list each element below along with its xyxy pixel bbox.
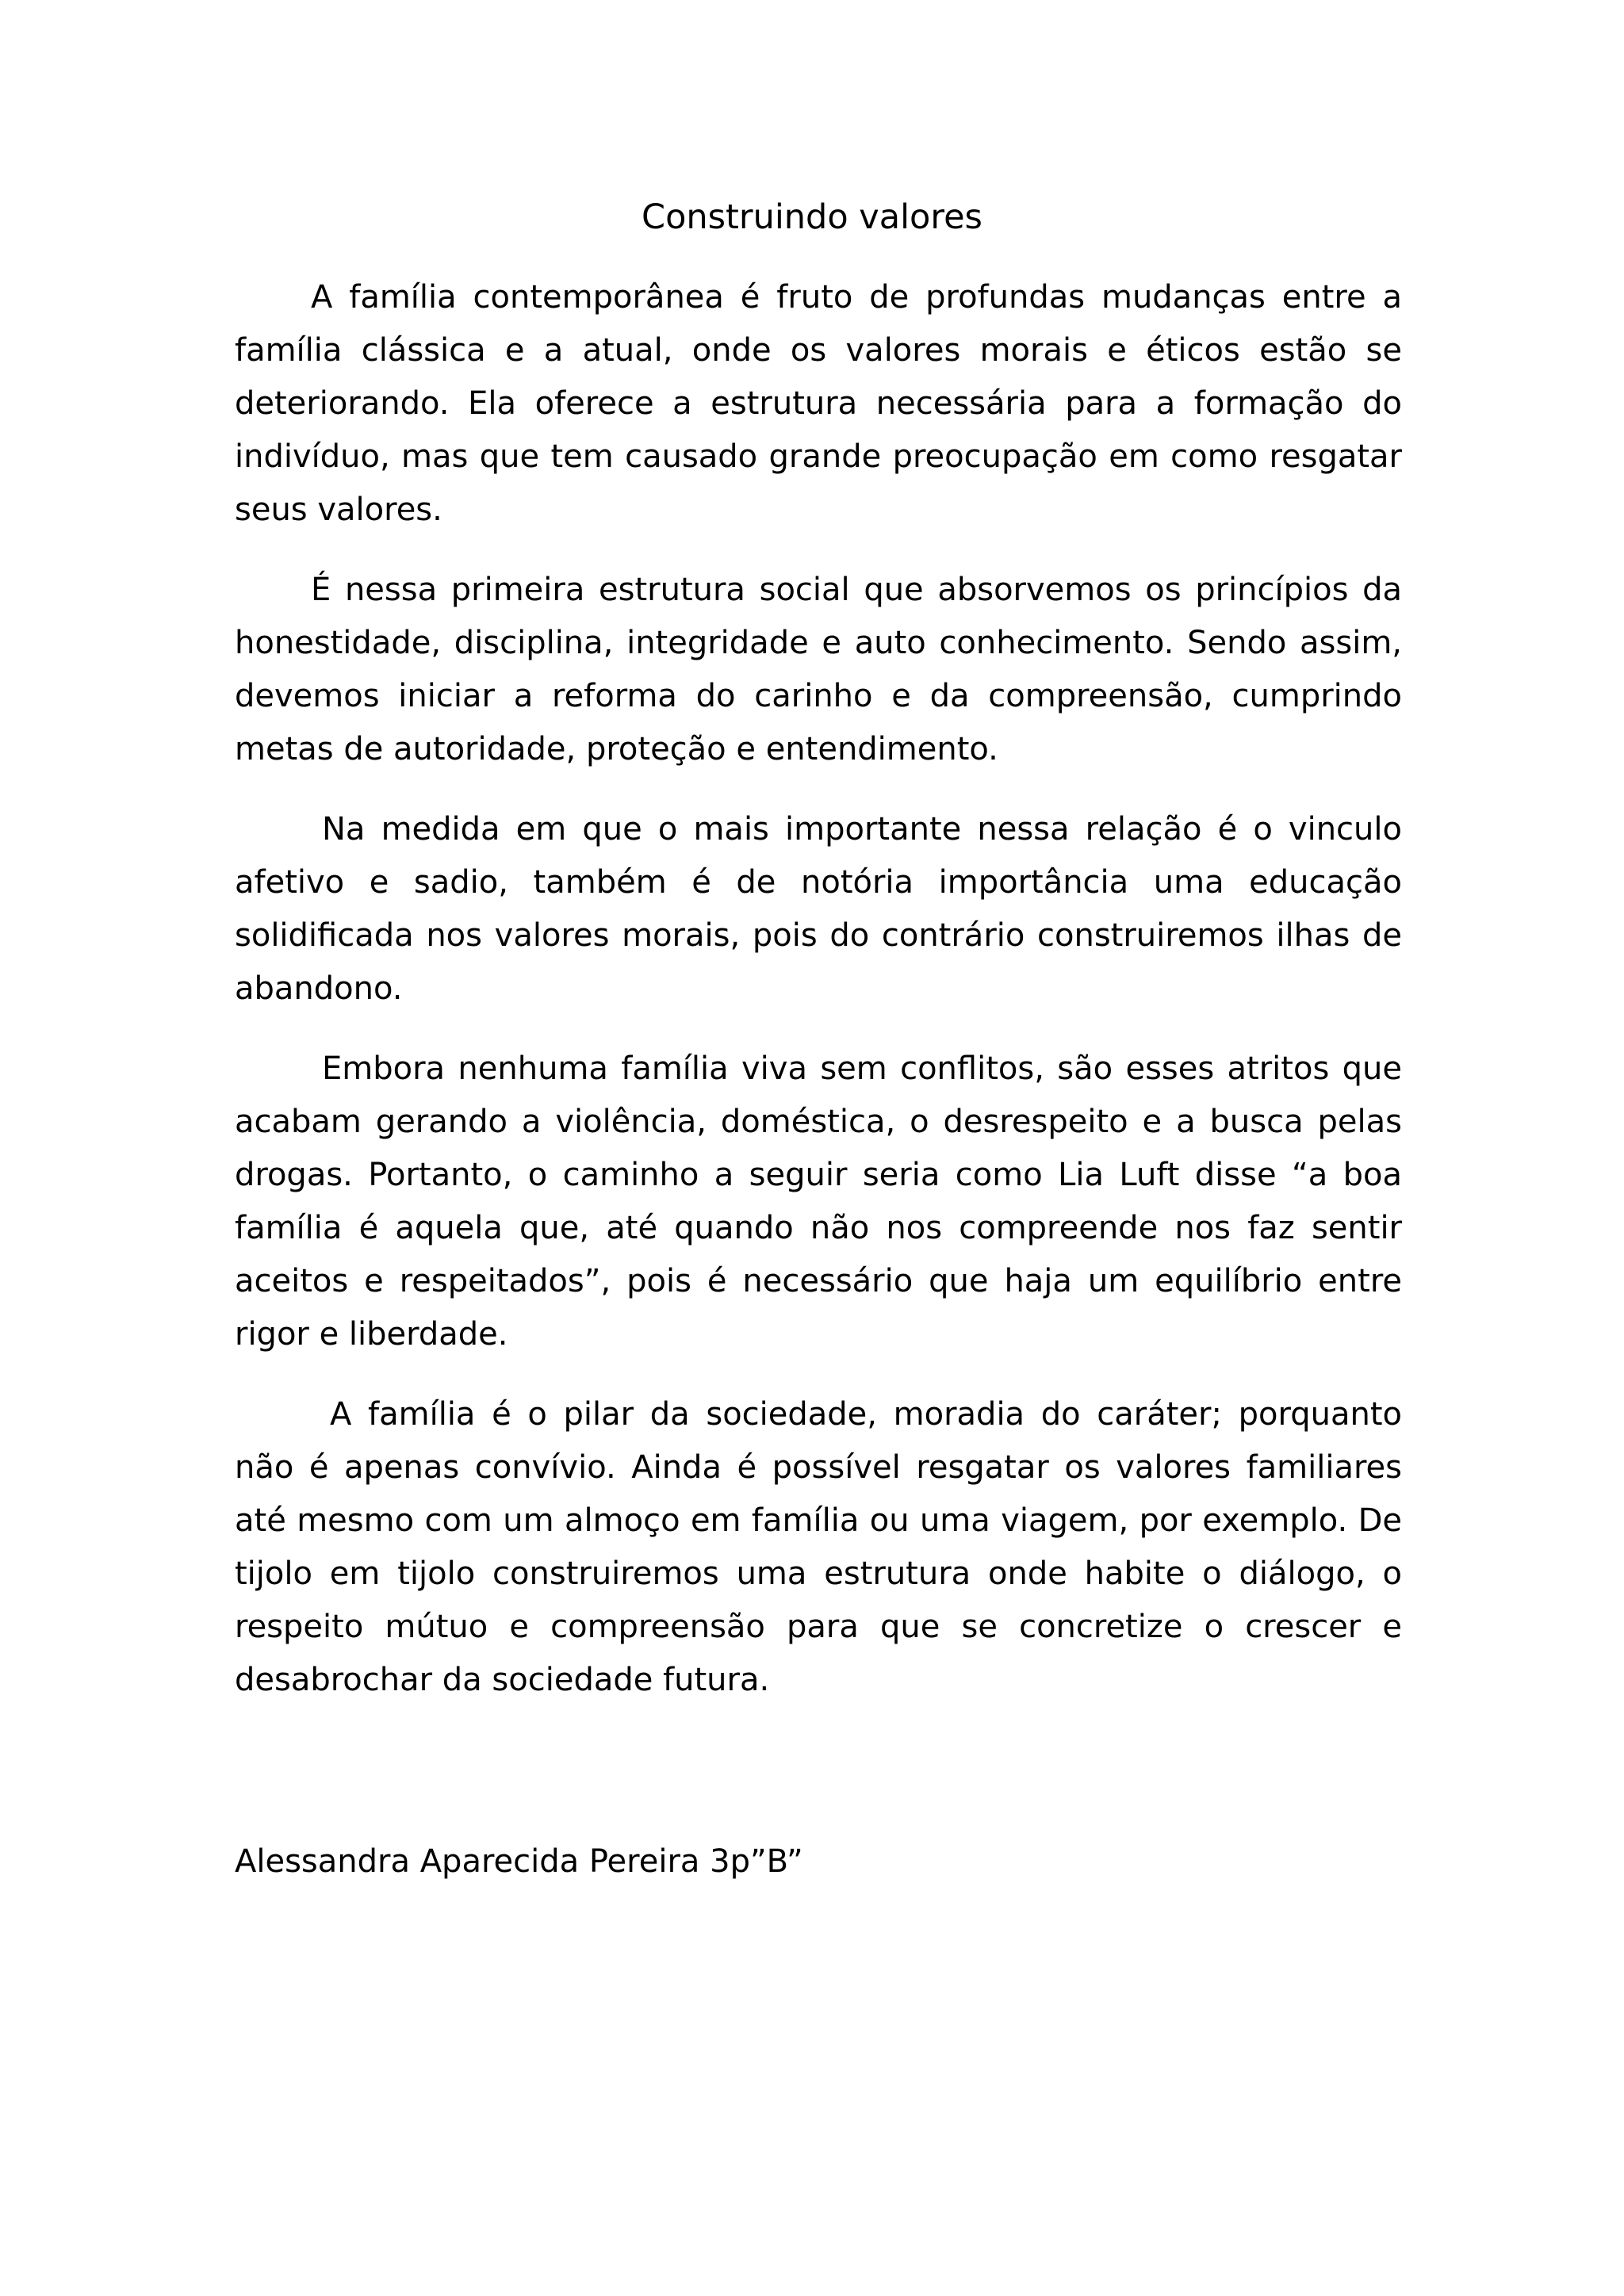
paragraph-5: A família é o pilar da sociedade, moradia do caráter; porquanto não é apenas convívio. Ainda é possível resgatar os valores familiares até mesmo com um almoço em família ou uma viagem, por exemplo. De tijolo em tijolo construiremos uma estrutura onde habite o diálogo, o respeito mútuo e compreensão para que se concretize o crescer e desabrochar da sociedade futura.: [235, 1396, 1402, 1698]
document-body: [235, 271, 1402, 1734]
author-signature: Alessandra Aparecida Pereira 3p”B”: [235, 1843, 803, 1880]
paragraph-1: A família contemporânea é fruto de profundas mudanças entre a família clássica e a atual, onde os valores morais e éticos estão se deteriorando. Ela oferece a estrutura necessária para a formação do indivíduo, mas que tem causado grande preocupação em como resgatar seus valores.: [235, 279, 1402, 528]
paragraph-4: Embora nenhuma família viva sem conflitos, são esses atritos que acabam gerando a violência, doméstica, o desrespeito e a busca pelas drogas. Portanto, o caminho a seguir seria como Lia Luft disse “a boa família é aquela que, até quando não nos compreende nos faz sentir aceitos e respeitados”, pois é necessário que haja um equilíbrio entre rigor e liberdade.: [235, 1050, 1402, 1353]
paragraph-3: Na medida em que o mais importante nessa relação é o vinculo afetivo e sadio, também é de notória importância uma educação solidificada nos valores morais, pois do contrário construiremos ilhas de abandono.: [235, 811, 1402, 1007]
paragraph-2: É nessa primeira estrutura social que absorvemos os princípios da honestidade, disciplina, integridade e auto conhecimento. Sendo assim, devemos iniciar a reforma do carinho e da compreensão, cumprindo metas de autoridade, proteção e entendimento.: [235, 572, 1402, 767]
document-title: Construindo valores: [642, 197, 982, 237]
